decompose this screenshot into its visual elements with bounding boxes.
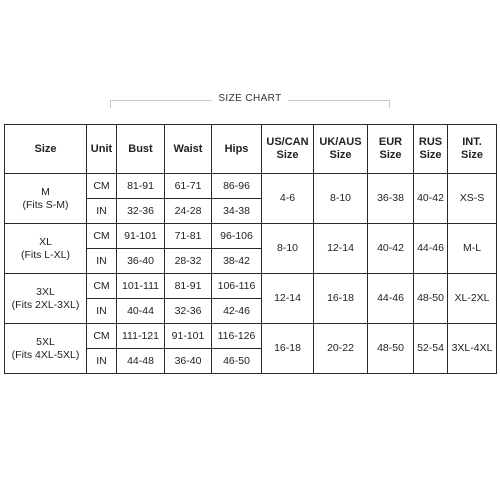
unit-cell: IN: [87, 199, 117, 224]
waist-cell: 91-101: [165, 324, 212, 349]
header-int: [448, 125, 497, 174]
table-row: [5, 224, 497, 249]
size-fits: (Fits L-XL): [20, 248, 70, 261]
bust-cell: 32-36: [117, 199, 165, 224]
header-uk-aus-line1: UK/AUS: [319, 136, 362, 148]
size-fits: (Fits S-M): [22, 198, 69, 211]
unit-cell: IN: [87, 249, 117, 274]
bust-cell: 101-111: [117, 274, 165, 299]
bust-cell: 111-121: [117, 324, 165, 349]
rus-cell: 44-46: [414, 224, 448, 274]
waist-cell: 61-71: [165, 174, 212, 199]
uk-aus-cell: 20-22: [314, 324, 368, 374]
header-unit: Unit: [87, 125, 117, 174]
header-uk-aus: [314, 125, 368, 174]
int-cell: XS-S: [448, 174, 497, 224]
header-us-can: [262, 125, 314, 174]
unit-cell: CM: [87, 274, 117, 299]
size-fits: (Fits 2XL-3XL): [11, 298, 80, 311]
table-row: [5, 324, 497, 349]
waist-cell: 81-91: [165, 274, 212, 299]
uk-aus-cell: 12-14: [314, 224, 368, 274]
header-eur-line2: Size: [379, 149, 402, 161]
header-eur-line1: EUR: [378, 136, 403, 148]
us-can-cell: 12-14: [262, 274, 314, 324]
header-rus-line2: Size: [419, 149, 442, 161]
rus-cell: 48-50: [414, 274, 448, 324]
unit-cell: CM: [87, 324, 117, 349]
size-fits: (Fits 4XL-5XL): [11, 348, 80, 361]
size-label: M: [41, 185, 50, 198]
us-can-cell: 8-10: [262, 224, 314, 274]
table-row: [5, 274, 497, 299]
hips-cell: 96-106: [212, 224, 262, 249]
unit-cell: CM: [87, 224, 117, 249]
unit-cell: CM: [87, 174, 117, 199]
hips-cell: 38-42: [212, 249, 262, 274]
int-cell: XL-2XL: [448, 274, 497, 324]
unit-cell: IN: [87, 299, 117, 324]
hips-cell: 34-38: [212, 199, 262, 224]
size-cell-m: [5, 174, 87, 224]
eur-cell: 48-50: [368, 324, 414, 374]
bust-cell: 81-91: [117, 174, 165, 199]
unit-cell: IN: [87, 349, 117, 374]
table-row: [5, 174, 497, 199]
bust-cell: 91-101: [117, 224, 165, 249]
hips-cell: 86-96: [212, 174, 262, 199]
eur-cell: 36-38: [368, 174, 414, 224]
header-hips: Hips: [212, 125, 262, 174]
header-size: Size: [5, 125, 87, 174]
header-uk-aus-line2: Size: [329, 149, 352, 161]
size-cell-xl: [5, 224, 87, 274]
header-us-can-line1: US/CAN: [266, 136, 309, 148]
header-rus: [414, 125, 448, 174]
header-eur: [368, 125, 414, 174]
page-title: SIZE CHART: [212, 93, 287, 104]
size-chart-table: [4, 124, 497, 374]
hips-cell: 116-126: [212, 324, 262, 349]
header-us-can-line2: Size: [276, 149, 299, 161]
int-cell: M-L: [448, 224, 497, 274]
bust-cell: 40-44: [117, 299, 165, 324]
rus-cell: 52-54: [414, 324, 448, 374]
hips-cell: 42-46: [212, 299, 262, 324]
waist-cell: 24-28: [165, 199, 212, 224]
chart-title-block: [0, 86, 500, 116]
uk-aus-cell: 16-18: [314, 274, 368, 324]
hips-cell: 106-116: [212, 274, 262, 299]
bust-cell: 36-40: [117, 249, 165, 274]
us-can-cell: 4-6: [262, 174, 314, 224]
header-rus-line1: RUS: [418, 136, 443, 148]
waist-cell: 71-81: [165, 224, 212, 249]
size-cell-3xl: [5, 274, 87, 324]
us-can-cell: 16-18: [262, 324, 314, 374]
waist-cell: 32-36: [165, 299, 212, 324]
waist-cell: 28-32: [165, 249, 212, 274]
bust-cell: 44-48: [117, 349, 165, 374]
int-cell: 3XL-4XL: [448, 324, 497, 374]
eur-cell: 44-46: [368, 274, 414, 324]
rus-cell: 40-42: [414, 174, 448, 224]
header-waist: Waist: [165, 125, 212, 174]
hips-cell: 46-50: [212, 349, 262, 374]
eur-cell: 40-42: [368, 224, 414, 274]
header-bust: Bust: [117, 125, 165, 174]
uk-aus-cell: 8-10: [314, 174, 368, 224]
header-int-line2: Size: [460, 149, 483, 161]
size-label: 5XL: [36, 335, 55, 348]
size-label: 3XL: [36, 285, 55, 298]
size-cell-5xl: [5, 324, 87, 374]
waist-cell: 36-40: [165, 349, 212, 374]
header-row: [5, 125, 497, 174]
size-label: XL: [39, 235, 52, 248]
header-int-line1: INT.: [462, 136, 482, 148]
